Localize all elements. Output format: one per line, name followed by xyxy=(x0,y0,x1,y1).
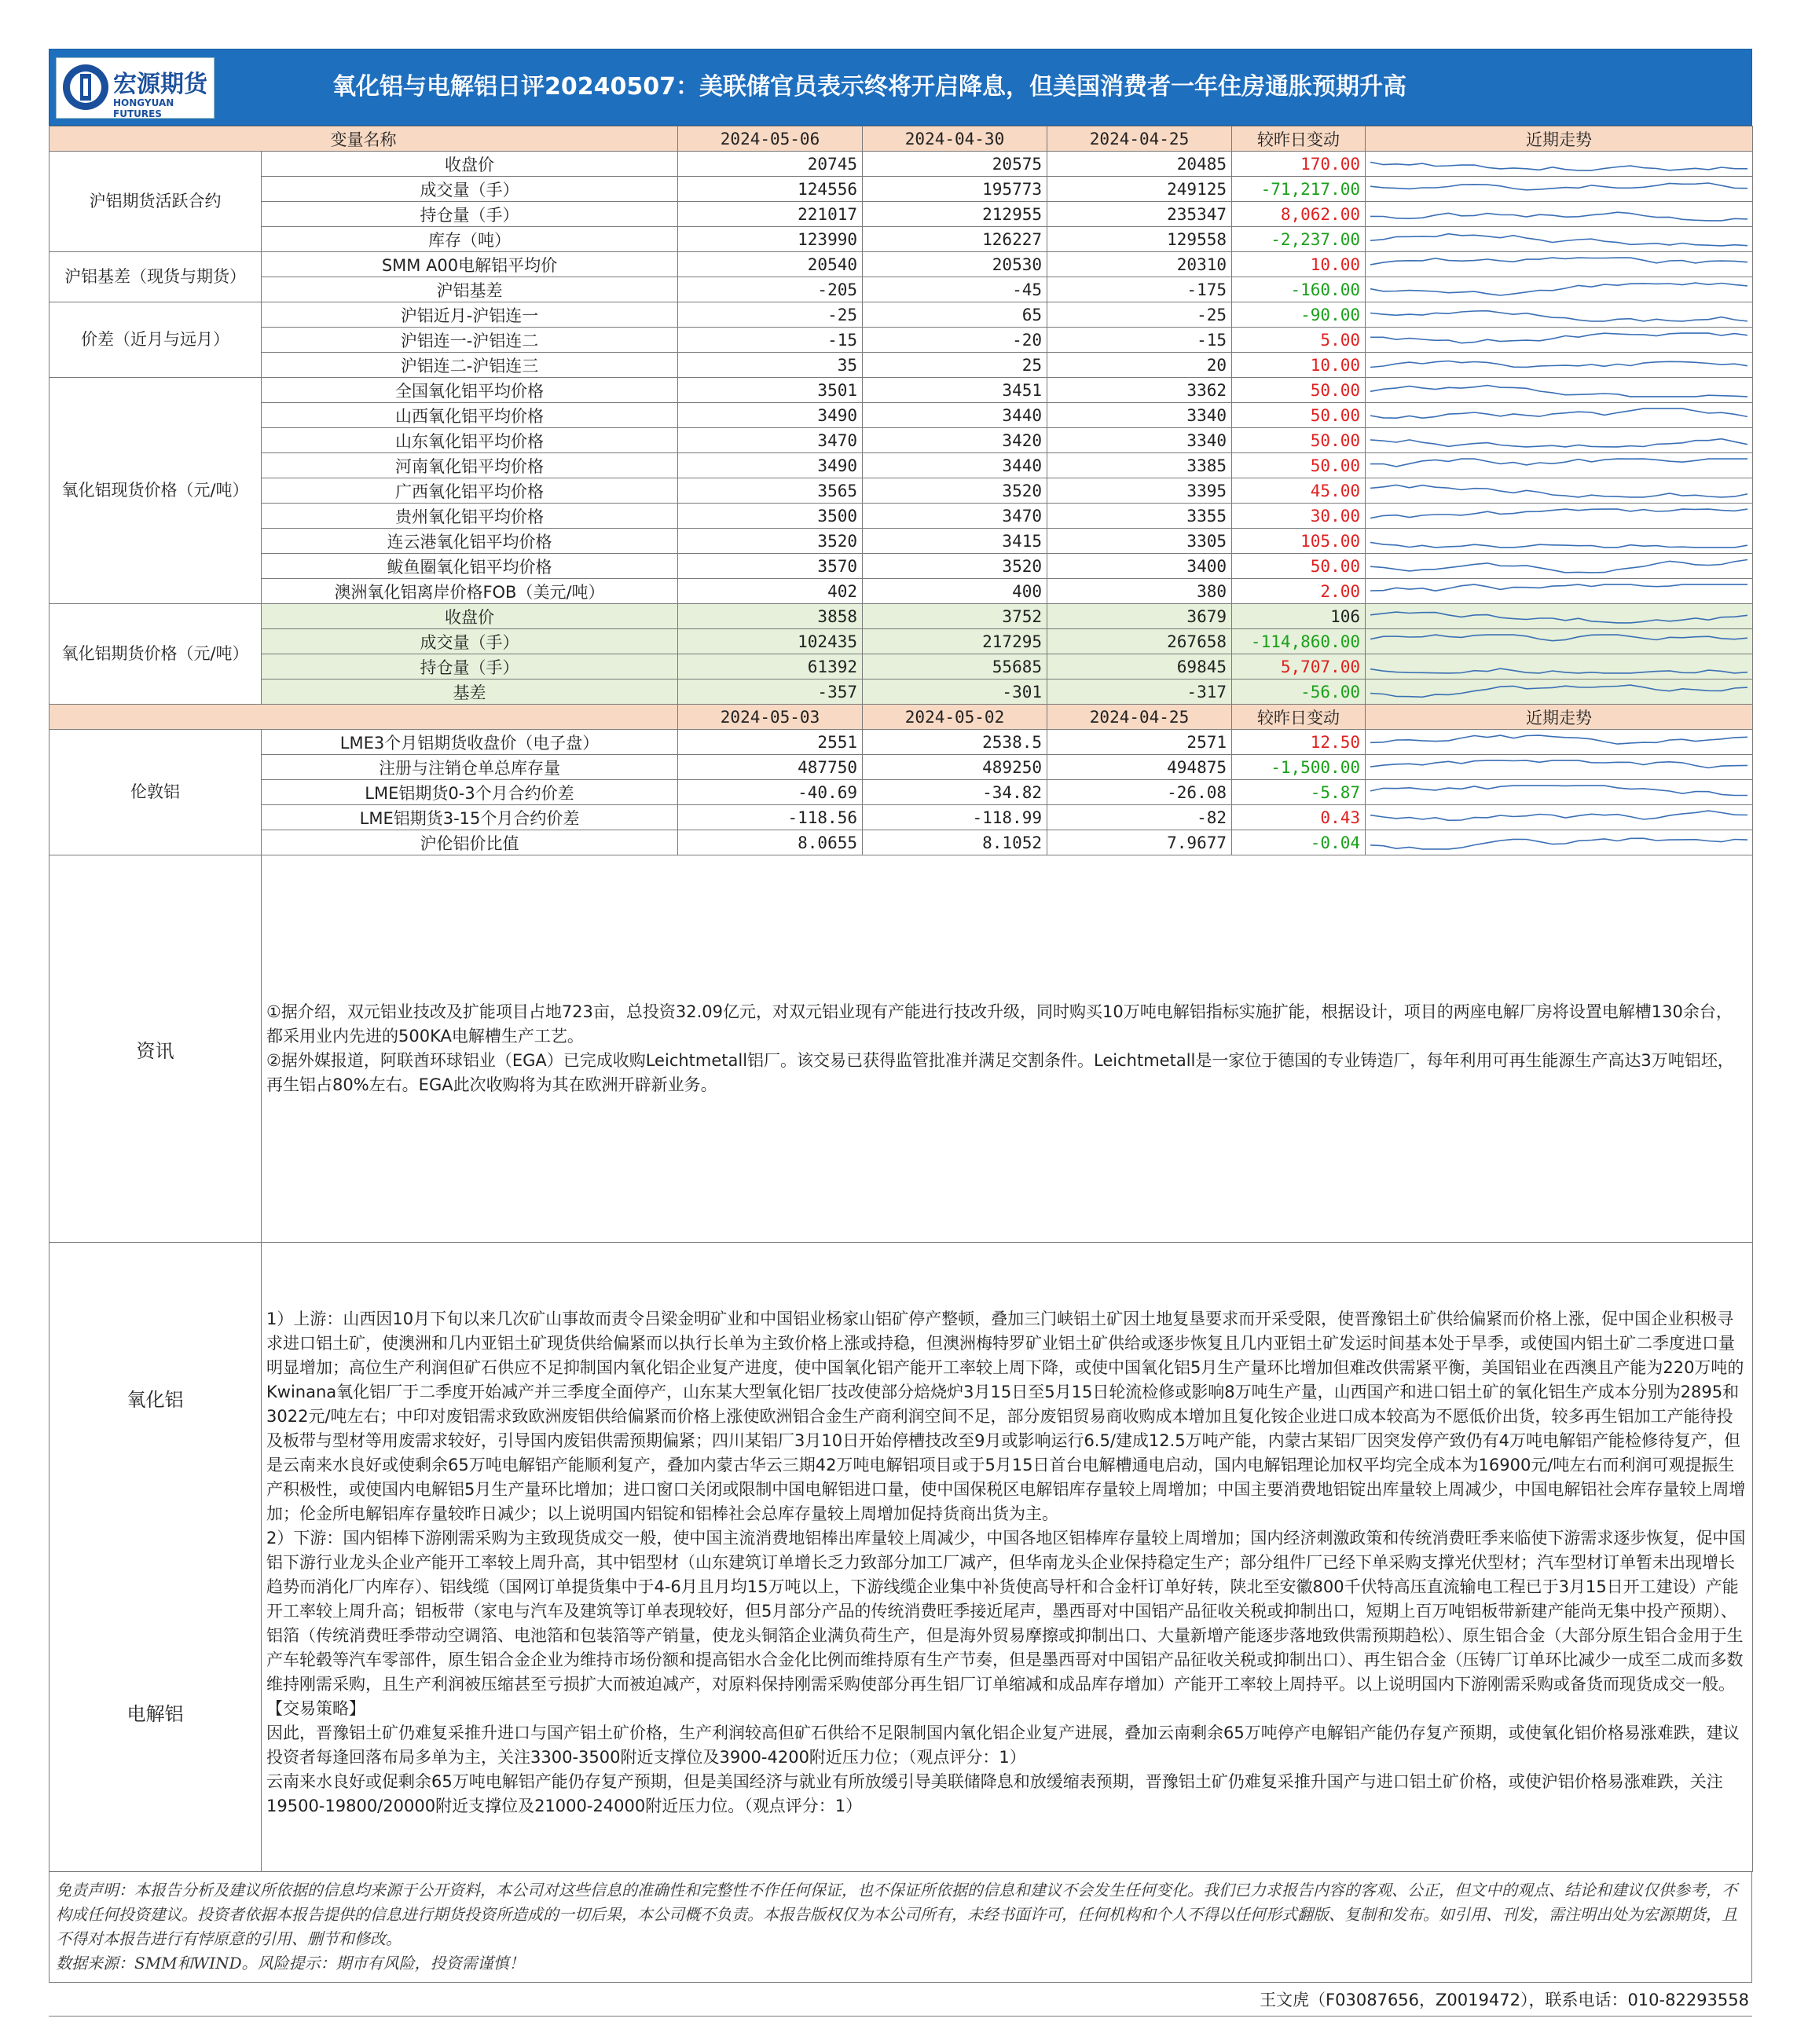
trend-cell xyxy=(1366,428,1753,453)
aluminium-category: 电解铝 xyxy=(127,1703,184,1725)
value-cell-1: 35 xyxy=(678,353,863,378)
trend-cell xyxy=(1366,252,1753,277)
sparkline-icon xyxy=(1370,303,1747,326)
variable-name: 连云港氧化铝平均价格 xyxy=(262,529,678,554)
variable-name: 全国氧化铝平均价格 xyxy=(262,378,678,403)
category-cell: 沪铝基差（现货与期货） xyxy=(50,252,262,302)
value-cell-3: -26.08 xyxy=(1047,780,1232,805)
sparkline-path xyxy=(1370,283,1747,295)
change-cell: 50.00 xyxy=(1232,378,1366,403)
sparkline-icon xyxy=(1370,831,1747,854)
value-cell-3: 69845 xyxy=(1047,654,1232,680)
sparkline-path xyxy=(1370,811,1747,820)
header-change: 较昨日变动 xyxy=(1232,126,1366,152)
value-cell-3: 3385 xyxy=(1047,453,1232,478)
change-cell: 10.00 xyxy=(1232,353,1366,378)
table-row xyxy=(50,328,1753,353)
value-cell-2: 3440 xyxy=(863,403,1047,428)
trend-cell xyxy=(1366,478,1753,504)
value-cell-1: 61392 xyxy=(678,654,863,680)
trend-cell xyxy=(1366,177,1753,202)
value-cell-2: 55685 xyxy=(863,654,1047,680)
value-cell-1: 402 xyxy=(678,579,863,604)
value-cell-3: 2571 xyxy=(1047,730,1232,755)
value-cell-3: 3395 xyxy=(1047,478,1232,504)
change-cell: 8,062.00 xyxy=(1232,202,1366,227)
change-cell: -56.00 xyxy=(1232,680,1366,705)
value-cell-2: 3520 xyxy=(863,478,1047,504)
value-cell-3: -82 xyxy=(1047,805,1232,830)
trend-cell xyxy=(1366,353,1753,378)
upstream-paragraph: 1）上游：山西因10月下旬以来几次矿山事故而责令吕梁金明矿业和中国铝业杨家山铝矿停产整顿，叠加三门峡铝土矿因土地复垦要求而开采受限，使晋豫铝土矿供给偏紧而价格上涨，促中国企业积极寻求进口铝土矿，使澳洲和几内亚铝土矿现货供给偏紧而以执行长单为主致价格上涨或持稳，但澳洲梅特罗矿业铝土矿供给或逐步恢复且几内亚铝土矿发运时间基本处于旱季，或使国内铝土矿二季度进口量明显增加；高位生产利润但矿石供应不足抑制国内氧化铝企业复产进度，使中国氧化铝产能开工率较上周下降，或使中国氧化铝5月生产量环比增加但难改供需紧平衡，美国铝业在西澳且产能为220万吨的Kwinana氧化铝厂于二季度开始减产并三季度全面停产，山东某大型氧化铝厂技改使部分焙烧炉3月15日至5月15日轮流检修或影响8万吨生产量，山西国产和进口铝土矿的氧化铝生产成本分别为2895和3022元/吨左右；中印对废铝需求致欧洲废铝供给偏紧而价格上涨使欧洲铝合金生产商利润空间不足，部分废铝贸易商收购成本增加且复化铵企业进口成本较高为不愿低价出货，较多再生铝加工产能待投及板带与型材等用废需求较好，引导国内废铝供需预期偏紧；四川某铝厂3月10日开始停槽技改至9月或影响运行6.5/建成12.5万吨产能，内蒙古某铝厂因突发停产致仍有4万吨电解铝产能检修待复产，但是云南来水良好或使剩余65万吨电解铝产能顺利复产，叠加内蒙古华云三期42万吨电解铝项目或于5月15日首台电解槽通电启动，国内电解铝理论加权平均完全成本为16900元/吨左右而利润可观提振生产积极性，或使国内电解铝5月生产量环比增加；进口窗口关闭或限制中国电解铝进口量，使中国保税区电解铝库存量较上周增加；中国主要消费地铝锭出库量较上周减少，中国电解铝社会库存量较上周增加；伦金所电解铝库存量较昨日减少；以上说明国内铝锭和铝棒社会总库存量较上周增加促持货商出货为主。 xyxy=(266,1309,1746,1523)
table-row xyxy=(50,629,1753,654)
value-cell-1: 124556 xyxy=(678,177,863,202)
sparkline-icon xyxy=(1370,353,1747,376)
value-cell-1: 20745 xyxy=(678,152,863,177)
sparkline-icon xyxy=(1370,731,1747,753)
value-cell-2: 217295 xyxy=(863,629,1047,654)
change-cell: -0.04 xyxy=(1232,830,1366,855)
change-cell: 5.00 xyxy=(1232,328,1366,353)
variable-name: 沪铝近月-沪铝连一 xyxy=(262,302,678,328)
table-row xyxy=(50,277,1753,302)
value-cell-3: 3362 xyxy=(1047,378,1232,403)
value-cell-1: 487750 xyxy=(678,755,863,780)
value-cell-2: 3415 xyxy=(863,529,1047,554)
value-cell-3: 20 xyxy=(1047,353,1232,378)
change-cell: -160.00 xyxy=(1232,277,1366,302)
change-cell: -71,217.00 xyxy=(1232,177,1366,202)
value-cell-1: -118.56 xyxy=(678,805,863,830)
sparkline-icon xyxy=(1370,152,1747,175)
strategy-title: 【交易策略】 xyxy=(266,1698,365,1718)
table-row xyxy=(50,202,1753,227)
logo-mark-icon xyxy=(61,63,110,112)
table-row xyxy=(50,780,1753,805)
sparkline-path xyxy=(1370,333,1747,343)
value-cell-3: 380 xyxy=(1047,579,1232,604)
variable-name: 持仓量（手） xyxy=(262,654,678,680)
trend-cell xyxy=(1366,529,1753,554)
sparkline-path xyxy=(1370,786,1747,795)
value-cell-2: 65 xyxy=(863,302,1047,328)
news-paragraph-2: ②据外媒报道，阿联酋环球铝业（EGA）已完成收购Leichtmetall铝厂。该交易已获得监管批准并满足交割条件。Leichtmetall是一家位于德国的专业铸造厂，每年利用可再生能源生产高达3万吨铝坯，再生铝占80%左右。EGA此次收购将为其在欧洲开辟新业务。 xyxy=(266,1051,1734,1094)
change-cell: -5.87 xyxy=(1232,780,1366,805)
news-category: 资讯 xyxy=(50,855,262,1243)
sparkline-path xyxy=(1370,162,1747,170)
sparkline-icon xyxy=(1370,429,1747,452)
table-row xyxy=(50,403,1753,428)
trend-cell xyxy=(1366,277,1753,302)
category-cell: 氧化铝期货价格（元/吨） xyxy=(50,604,262,705)
category-cell: 沪铝期货活跃合约 xyxy=(50,152,262,252)
change-cell: 50.00 xyxy=(1232,428,1366,453)
trend-cell xyxy=(1366,152,1753,177)
sparkline-path xyxy=(1370,509,1747,518)
category-cell: 价差（近月与远月） xyxy=(50,302,262,378)
category-cell: 伦敦铝 xyxy=(50,730,262,855)
table-row xyxy=(50,177,1753,202)
trend-cell xyxy=(1366,378,1753,403)
value-cell-3: 3400 xyxy=(1047,554,1232,579)
value-cell-1: 3858 xyxy=(678,604,863,629)
change-cell: -90.00 xyxy=(1232,302,1366,328)
sparkline-icon xyxy=(1370,806,1747,829)
trend-cell xyxy=(1366,755,1753,780)
header-blank xyxy=(50,705,678,730)
sparkline-icon xyxy=(1370,655,1747,678)
news-paragraph-1: ①据介绍，双元铝业技改及扩能项目占地723亩，总投资32.09亿元，对双元铝业现有产能进行技改升级，同时购买10万吨电解铝指标实施扩能，根据设计，项目的两座电解厂房将设置电解槽130余台，都采用业内先进的500KA电解槽生产工艺。 xyxy=(266,1002,1733,1046)
alumina-category: 氧化铝 xyxy=(127,1389,184,1411)
variable-name: 成交量（手） xyxy=(262,629,678,654)
value-cell-3: 20485 xyxy=(1047,152,1232,177)
table-row xyxy=(50,302,1753,328)
change-cell: 0.43 xyxy=(1232,805,1366,830)
sparkline-icon xyxy=(1370,781,1747,804)
value-cell-3: 3305 xyxy=(1047,529,1232,554)
analysis-categories xyxy=(50,1243,262,1872)
sparkline-icon xyxy=(1370,756,1747,778)
table-row xyxy=(50,805,1753,830)
value-cell-1: 3490 xyxy=(678,403,863,428)
sparkline-path xyxy=(1370,361,1747,368)
header-date-3: 2024-04-25 xyxy=(1047,705,1232,730)
sparkline-path xyxy=(1370,485,1747,497)
value-cell-2: 195773 xyxy=(863,177,1047,202)
sparkline-icon xyxy=(1370,379,1747,401)
sparkline-icon xyxy=(1370,605,1747,628)
value-cell-2: 400 xyxy=(863,579,1047,604)
change-cell: 50.00 xyxy=(1232,554,1366,579)
news-body xyxy=(262,855,1753,1243)
value-cell-3: 129558 xyxy=(1047,227,1232,252)
strategy-paragraph-2: 云南来水良好或促剩余65万吨电解铝产能仍存复产预期，但是美国经济与就业有所放缓引导美联储降息和放缓缩表预期，晋豫铝土矿仍难复采推升国产与进口铝土矿价格，或使沪铝价格易涨难跌，关注19500-19800/20000附近支撑位及21000-24000附近压力位。（观点评分：1） xyxy=(266,1771,1723,1815)
sparkline-icon xyxy=(1370,454,1747,477)
trend-cell xyxy=(1366,805,1753,830)
value-cell-3: 7.9677 xyxy=(1047,830,1232,855)
change-cell: 50.00 xyxy=(1232,403,1366,428)
table-row xyxy=(50,453,1753,478)
trend-cell xyxy=(1366,680,1753,705)
disclaimer-text: 免责声明：本报告分析及建议所依据的信息均来源于公开资料，本公司对这些信息的准确性和完整性不作任何保证，也不保证所依据的信息和建议不会发生任何变化。我们已力求报告内容的客观、公正，但文中的观点、结论和建议仅供参考，不构成任何投资建议。投资者依据本报告提供的信息进行期货投资所造成的一切后果，本公司概不负责。本报告版权仅为本公司所有，未经书面许可，任何机构和个人不得以任何形式翻版、复制和发布。如引用、刊发，需注明出处为宏源期货，且不得对本报告进行有悖原意的引用、删节和修改。 xyxy=(56,1881,1737,1948)
sparkline-path xyxy=(1370,685,1747,697)
trend-cell xyxy=(1366,830,1753,855)
value-cell-2: 25 xyxy=(863,353,1047,378)
table-row xyxy=(50,755,1753,780)
value-cell-3: 3679 xyxy=(1047,604,1232,629)
table-row xyxy=(50,529,1753,554)
change-cell: 170.00 xyxy=(1232,152,1366,177)
variable-name: 贵州氧化铝平均价格 xyxy=(262,504,678,529)
value-cell-1: 3501 xyxy=(678,378,863,403)
trend-cell xyxy=(1366,453,1753,478)
change-cell: 45.00 xyxy=(1232,478,1366,504)
sparkline-icon xyxy=(1370,228,1747,251)
change-cell: 30.00 xyxy=(1232,504,1366,529)
trend-cell xyxy=(1366,604,1753,629)
table-row xyxy=(50,378,1753,403)
sparkline-icon xyxy=(1370,253,1747,276)
sparkline-icon xyxy=(1370,479,1747,502)
sparkline-path xyxy=(1370,584,1747,591)
table-row xyxy=(50,227,1753,252)
downstream-paragraph: 2）下游：国内铝棒下游刚需采购为主致现货成交一般，使中国主流消费地铝棒出库量较上周减少，中国各地区铝棒库存量较上周增加；国内经济刺激政策和传统消费旺季来临使下游需求逐步恢复，促中国铝下游行业龙头企业产能开工率较上周升高，其中铝型材（山东建筑订单增长乏力致部分加工厂减产，但华南龙头企业保持稳定生产；部分组件厂已经下单采购支撑光伏型材；汽车型材订单暂未出现增长趋势而消化厂内库存）、铝线缆（国网订单提货集中于4-6月且月均15万吨以上，下游线缆企业集中补货使高导杆和合金杆订单好转，陕北至安徽800千伏特高压直流输电工程已于3月15日开工建设）产能开工率较上周升高；铝板带（家电与汽车及建筑等订单表现较好，但5月部分产品的传统消费旺季接近尾声，墨西哥对中国铝产品征收关税或抑制出口，短期上百万吨铝板带新建产能尚无集中投产预期）、铝箔（传统消费旺季带动空调箔、电池箔和包装箔等产销量，使龙头铜箔企业满负荷生产，但是海外贸易摩擦或抑制出口、大量新增产能逐步落地致供需预期趋松）、原生铝合金（大部分原生铝合金用于生产车轮毂等汽车零部件，原生铝合金企业为维持市场份额和提高铝水合金化比例而维持原有生产节奏，但是墨西哥对中国铝产品征收关税或抑制出口）、再生铝合金（压铸厂订单环比减少一成至二成而多数维持刚需采购，且生产利润被压缩甚至亏损扩大而被迫减产，对原料保持刚需采购使部分再生铝厂订单缩减和成品库存增加）产能开工率较上周持平。以上说明国内下游刚需采购或备货而现货成交一般。 xyxy=(266,1528,1746,1694)
trend-cell xyxy=(1366,328,1753,353)
variable-name: 沪铝连二-沪铝连三 xyxy=(262,353,678,378)
header-trend: 近期走势 xyxy=(1366,705,1753,730)
sparkline-path xyxy=(1370,760,1747,767)
trend-cell xyxy=(1366,403,1753,428)
value-cell-1: 20540 xyxy=(678,252,863,277)
trend-cell xyxy=(1366,780,1753,805)
analysis-body xyxy=(262,1243,1753,1872)
variable-name: 山西氧化铝平均价格 xyxy=(262,403,678,428)
sparkline-icon xyxy=(1370,404,1747,427)
header-change: 较昨日变动 xyxy=(1232,705,1366,730)
value-cell-3: -317 xyxy=(1047,680,1232,705)
analyst-contact: 王文虎（F03087656，Z0019472），联系电话：010-82293558 xyxy=(49,1983,1752,2017)
value-cell-2: 212955 xyxy=(863,202,1047,227)
change-cell: 50.00 xyxy=(1232,453,1366,478)
variable-name: LME铝期货3-15个月合约价差 xyxy=(262,805,678,830)
variable-name: 收盘价 xyxy=(262,604,678,629)
value-cell-3: 20310 xyxy=(1047,252,1232,277)
trend-cell xyxy=(1366,629,1753,654)
value-cell-3: 235347 xyxy=(1047,202,1232,227)
sparkline-path xyxy=(1370,635,1747,641)
sparkline-path xyxy=(1370,542,1747,548)
value-cell-1: -15 xyxy=(678,328,863,353)
change-cell: 5,707.00 xyxy=(1232,654,1366,680)
value-cell-2: 489250 xyxy=(863,755,1047,780)
variable-name: 库存（吨） xyxy=(262,227,678,252)
value-cell-2: 3752 xyxy=(863,604,1047,629)
value-cell-1: 3500 xyxy=(678,504,863,529)
sparkline-path xyxy=(1370,408,1747,418)
variable-name: 河南氧化铝平均价格 xyxy=(262,453,678,478)
header-date-1: 2024-05-03 xyxy=(678,705,863,730)
sparkline-path xyxy=(1370,838,1747,849)
table-row xyxy=(50,730,1753,755)
sparkline-path xyxy=(1370,212,1747,221)
table-row xyxy=(50,353,1753,378)
value-cell-2: 20575 xyxy=(863,152,1047,177)
table-row xyxy=(50,654,1753,680)
value-cell-2: 20530 xyxy=(863,252,1047,277)
variable-name: 澳洲氧化铝离岸价格FOB（美元/吨） xyxy=(262,579,678,604)
value-cell-1: 3520 xyxy=(678,529,863,554)
trend-cell xyxy=(1366,554,1753,579)
trend-cell xyxy=(1366,504,1753,529)
data-table xyxy=(49,126,1753,855)
value-cell-3: -25 xyxy=(1047,302,1232,328)
report-title: 氧化铝与电解铝日评20240507：美联储官员表示终将开启降息，但美国消费者一年住房通胀预期升高 xyxy=(332,73,1406,101)
variable-name: 成交量（手） xyxy=(262,177,678,202)
value-cell-2: 3451 xyxy=(863,378,1047,403)
sparkline-path xyxy=(1370,735,1747,744)
sparkline-path xyxy=(1370,183,1747,190)
table-row xyxy=(50,830,1753,855)
value-cell-3: -15 xyxy=(1047,328,1232,353)
table-row xyxy=(50,554,1753,579)
value-cell-2: 3470 xyxy=(863,504,1047,529)
value-cell-2: 126227 xyxy=(863,227,1047,252)
data-source: 数据来源：SMM和WIND。风险提示：期市有风险，投资需谨慎！ xyxy=(56,1954,525,1973)
change-cell: -2,237.00 xyxy=(1232,227,1366,252)
sparkline-path xyxy=(1370,560,1747,573)
table-row xyxy=(50,478,1753,504)
value-cell-1: -40.69 xyxy=(678,780,863,805)
variable-name: 山东氧化铝平均价格 xyxy=(262,428,678,453)
sparkline-icon xyxy=(1370,278,1747,301)
category-cell: 氧化铝现货价格（元/吨） xyxy=(50,378,262,604)
value-cell-1: 123990 xyxy=(678,227,863,252)
change-cell: 10.00 xyxy=(1232,252,1366,277)
change-cell: -114,860.00 xyxy=(1232,629,1366,654)
value-cell-1: 3570 xyxy=(678,554,863,579)
value-cell-1: -357 xyxy=(678,680,863,705)
value-cell-1: 2551 xyxy=(678,730,863,755)
value-cell-2: -34.82 xyxy=(863,780,1047,805)
table-row xyxy=(50,604,1753,629)
variable-name: 鲅鱼圈氧化铝平均价格 xyxy=(262,554,678,579)
sparkline-path xyxy=(1370,669,1747,673)
header-date-2: 2024-04-30 xyxy=(863,126,1047,152)
table-header-row-lme xyxy=(50,705,1753,730)
value-cell-1: -205 xyxy=(678,277,863,302)
table-row xyxy=(50,152,1753,177)
value-cell-1: -25 xyxy=(678,302,863,328)
analysis-row xyxy=(50,1243,1753,1872)
variable-name: SMM A00电解铝平均价 xyxy=(262,252,678,277)
value-cell-2: 2538.5 xyxy=(863,730,1047,755)
sparkline-icon xyxy=(1370,529,1747,552)
value-cell-1: 102435 xyxy=(678,629,863,654)
change-cell: 106 xyxy=(1232,604,1366,629)
value-cell-2: -20 xyxy=(863,328,1047,353)
report-page xyxy=(49,49,1752,2017)
strategy-paragraph-1: 因此，晋豫铝土矿仍难复采推升进口与国产铝土矿价格，生产利润较高但矿石供给不足限制国内氧化铝企业复产进展，叠加云南剩余65万吨停产电解铝产能仍存复产预期，或使氧化铝价格易涨难跌，建议投资者每逢回落布局多单为主，关注3300-3500附近支撑位及3900-4200附近压力位；（观点评分：1） xyxy=(266,1723,1740,1767)
trend-cell xyxy=(1366,654,1753,680)
trend-cell xyxy=(1366,730,1753,755)
variable-name: 持仓量（手） xyxy=(262,202,678,227)
sparkline-path xyxy=(1370,258,1747,265)
change-cell: -1,500.00 xyxy=(1232,755,1366,780)
variable-name: LME铝期货0-3个月合约价差 xyxy=(262,780,678,805)
value-cell-2: -118.99 xyxy=(863,805,1047,830)
value-cell-3: 494875 xyxy=(1047,755,1232,780)
variable-name: 沪铝基差 xyxy=(262,277,678,302)
value-cell-1: 3565 xyxy=(678,478,863,504)
sparkline-icon xyxy=(1370,680,1747,703)
value-cell-2: 8.1052 xyxy=(863,830,1047,855)
variable-name: LME3个月铝期货收盘价（电子盘） xyxy=(262,730,678,755)
table-header-row xyxy=(50,126,1753,152)
commentary-table xyxy=(49,855,1753,1872)
variable-name: 沪铝连一-沪铝连二 xyxy=(262,328,678,353)
trend-cell xyxy=(1366,227,1753,252)
value-cell-1: 3470 xyxy=(678,428,863,453)
logo-chinese-text: 宏源期货 xyxy=(113,71,207,98)
value-cell-3: 249125 xyxy=(1047,177,1232,202)
variable-name: 沪伦铝价比值 xyxy=(262,830,678,855)
change-cell: 105.00 xyxy=(1232,529,1366,554)
sparkline-path xyxy=(1370,439,1747,447)
header-date-1: 2024-05-06 xyxy=(678,126,863,152)
value-cell-2: -301 xyxy=(863,680,1047,705)
sparkline-icon xyxy=(1370,580,1747,603)
value-cell-3: 3355 xyxy=(1047,504,1232,529)
table-row xyxy=(50,504,1753,529)
change-cell: 12.50 xyxy=(1232,730,1366,755)
table-row xyxy=(50,579,1753,604)
sparkline-icon xyxy=(1370,178,1747,200)
value-cell-1: 3490 xyxy=(678,453,863,478)
value-cell-2: 3440 xyxy=(863,453,1047,478)
sparkline-path xyxy=(1370,459,1747,467)
sparkline-icon xyxy=(1370,203,1747,225)
report-header xyxy=(49,49,1752,126)
sparkline-path xyxy=(1370,612,1747,623)
table-row xyxy=(50,428,1753,453)
sparkline-path xyxy=(1370,234,1747,246)
variable-name: 收盘价 xyxy=(262,152,678,177)
value-cell-3: 3340 xyxy=(1047,403,1232,428)
value-cell-2: 3420 xyxy=(863,428,1047,453)
sparkline-path xyxy=(1370,386,1747,397)
value-cell-3: 3340 xyxy=(1047,428,1232,453)
value-cell-2: 3520 xyxy=(863,554,1047,579)
value-cell-1: 8.0655 xyxy=(678,830,863,855)
trend-cell xyxy=(1366,202,1753,227)
header-variable-name: 变量名称 xyxy=(50,126,678,152)
header-date-2: 2024-05-02 xyxy=(863,705,1047,730)
sparkline-icon xyxy=(1370,504,1747,527)
logo-english-text: HONGYUAN FUTURES xyxy=(113,97,174,119)
value-cell-2: -45 xyxy=(863,277,1047,302)
header-date-3: 2024-04-25 xyxy=(1047,126,1232,152)
value-cell-1: 221017 xyxy=(678,202,863,227)
sparkline-path xyxy=(1370,311,1747,321)
table-row xyxy=(50,680,1753,705)
company-logo xyxy=(56,57,215,119)
trend-cell xyxy=(1366,579,1753,604)
variable-name: 注册与注销仓单总库存量 xyxy=(262,755,678,780)
news-row xyxy=(50,855,1753,1243)
variable-name: 基差 xyxy=(262,680,678,705)
sparkline-icon xyxy=(1370,328,1747,351)
value-cell-3: 267658 xyxy=(1047,629,1232,654)
header-trend: 近期走势 xyxy=(1366,126,1753,152)
sparkline-icon xyxy=(1370,630,1747,653)
change-cell: 2.00 xyxy=(1232,579,1366,604)
variable-name: 广西氧化铝平均价格 xyxy=(262,478,678,504)
table-row xyxy=(50,252,1753,277)
sparkline-icon xyxy=(1370,555,1747,577)
value-cell-3: -175 xyxy=(1047,277,1232,302)
disclaimer xyxy=(49,1872,1752,1983)
trend-cell xyxy=(1366,302,1753,328)
